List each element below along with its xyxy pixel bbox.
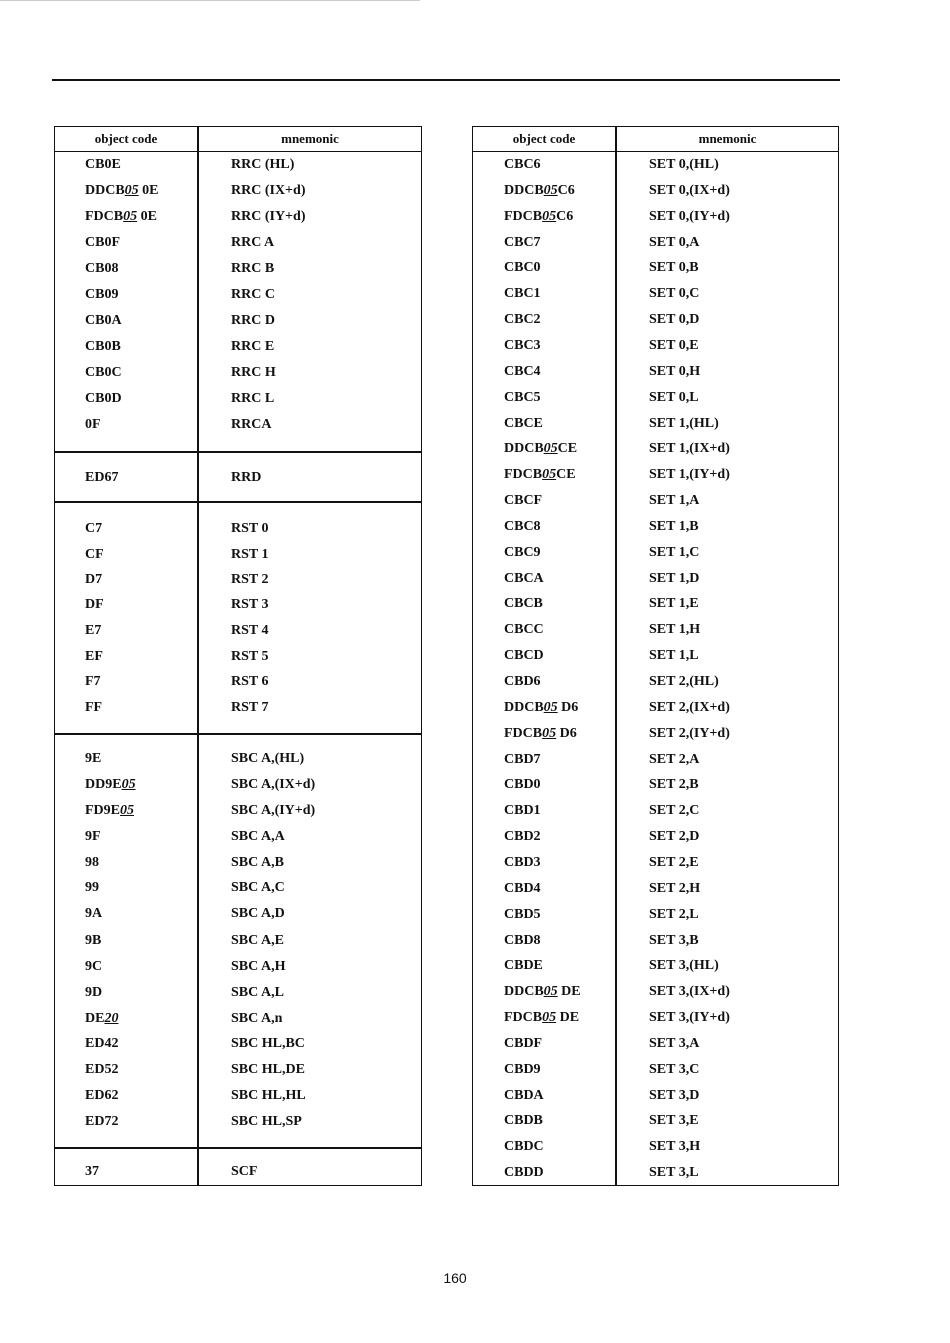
object-code [85, 572, 102, 588]
mnemonic: RST 4 [231, 623, 269, 638]
mnemonic: SET 0,A [649, 235, 700, 250]
object-code [504, 260, 541, 276]
mnemonic: SBC A,H [231, 959, 286, 974]
mnemonic: SET 3,H [649, 1139, 701, 1154]
mnemonic: SET 0,L [649, 390, 699, 405]
object-code [85, 391, 122, 407]
object-code [504, 183, 575, 199]
code-prefix: CBCE [504, 416, 543, 431]
object-code [504, 1062, 541, 1078]
mnemonic: SBC A,(IX+d) [231, 777, 316, 792]
code-prefix: CBDD [504, 1165, 544, 1180]
code-prefix: CB0D [85, 391, 122, 406]
object-code [504, 519, 541, 535]
mnemonic: SET 3,A [649, 1036, 700, 1051]
code-prefix: CBC9 [504, 545, 541, 560]
mnemonic: RRC C [231, 287, 275, 302]
page-number: 160 [443, 1270, 467, 1286]
mnemonic: RRC B [231, 261, 275, 276]
mnemonic: SET 2,E [649, 855, 699, 870]
code-offset: 05 [542, 467, 557, 482]
mnemonic: SET 0,C [649, 286, 700, 301]
object-code [504, 467, 576, 483]
code-prefix: E7 [85, 623, 102, 638]
object-code [85, 751, 101, 767]
mnemonic: RRC E [231, 339, 275, 354]
mnemonic: RRCA [231, 417, 272, 432]
code-suffix: C6 [557, 183, 575, 198]
code-offset: 05 [542, 209, 557, 224]
object-code [504, 907, 541, 923]
code-prefix: CBC6 [504, 157, 541, 172]
code-prefix: CBC0 [504, 260, 541, 275]
code-offset: 05 [543, 984, 558, 999]
object-code [504, 958, 543, 974]
code-prefix: 9A [85, 906, 103, 921]
object-code [85, 521, 102, 537]
object-code [504, 312, 541, 328]
object-code [504, 209, 573, 225]
object-code [85, 339, 121, 355]
code-suffix: 0E [138, 183, 159, 198]
mnemonic: RST 0 [231, 521, 269, 536]
mnemonic: SET 3,(IX+d) [649, 984, 730, 999]
mnemonic: SET 3,B [649, 933, 699, 948]
mnemonic: RRC D [231, 313, 275, 328]
mnemonic: SET 3,E [649, 1113, 699, 1128]
code-prefix: DDCB [504, 183, 544, 198]
object-code [504, 933, 541, 949]
code-prefix: CBCD [504, 648, 544, 663]
header-mnemonic: mnemonic [281, 131, 339, 146]
mnemonic: SET 2,A [649, 752, 700, 767]
mnemonic: SET 2,B [649, 777, 699, 792]
code-prefix: CBC7 [504, 235, 541, 250]
object-code [504, 441, 577, 457]
code-prefix: CBC1 [504, 286, 541, 301]
object-code [85, 985, 102, 1001]
code-prefix: CBD2 [504, 829, 541, 844]
object-code [504, 596, 543, 612]
object-code [85, 1011, 118, 1027]
code-prefix: 9C [85, 959, 103, 974]
mnemonic: SBC A,(HL) [231, 751, 305, 766]
mnemonic: SET 0,(IY+d) [649, 209, 730, 224]
object-code [504, 338, 541, 354]
object-code [85, 261, 118, 277]
code-prefix: CBCF [504, 493, 543, 508]
object-code [504, 157, 541, 173]
mnemonic: SBC HL,SP [231, 1114, 302, 1129]
code-prefix: CBD6 [504, 674, 541, 689]
mnemonic: SET 3,L [649, 1165, 699, 1180]
object-code [85, 597, 104, 613]
object-code [85, 209, 157, 225]
object-code [85, 959, 102, 975]
mnemonic: SET 1,(IY+d) [649, 467, 730, 482]
header-object-code: object code [512, 131, 576, 146]
code-prefix: DD9E [85, 777, 122, 792]
code-suffix: CE [556, 467, 576, 482]
mnemonic: SBC HL,DE [231, 1062, 305, 1077]
mnemonic: SET 0,E [649, 338, 699, 353]
object-code [85, 777, 136, 793]
code-prefix: FDCB [504, 209, 543, 224]
mnemonic: RST 5 [231, 649, 269, 664]
object-code [504, 571, 544, 587]
object-code [504, 493, 542, 509]
mnemonic: SET 0,D [649, 312, 700, 327]
object-code [85, 880, 99, 896]
object-code [504, 1165, 544, 1181]
mnemonic: RRD [231, 470, 262, 485]
code-prefix: CB0A [85, 313, 122, 328]
code-prefix: 9D [85, 985, 103, 1000]
mnemonic: SET 1,D [649, 571, 700, 586]
code-offset: 05 [542, 1010, 557, 1025]
header-rule [52, 79, 840, 81]
code-offset: 05 [123, 209, 138, 224]
code-prefix: FD9E [85, 803, 120, 818]
mnemonic: SET 2,(IX+d) [649, 700, 730, 715]
object-code [504, 286, 541, 302]
object-code [85, 547, 104, 563]
code-prefix: CBDA [504, 1088, 544, 1103]
code-prefix: CBC8 [504, 519, 541, 534]
code-prefix: EF [85, 649, 103, 664]
mnemonic: SET 2,H [649, 881, 701, 896]
mnemonic: SET 1,A [649, 493, 700, 508]
mnemonic: SET 2,C [649, 803, 700, 818]
code-prefix: CBDE [504, 958, 543, 973]
object-code [504, 235, 541, 251]
mnemonic: SBC A,L [231, 985, 284, 1000]
code-prefix: CB0B [85, 339, 121, 354]
header-object-code: object code [94, 131, 158, 146]
code-prefix: CBC5 [504, 390, 541, 405]
object-code [504, 777, 541, 793]
code-prefix: CB0C [85, 365, 122, 380]
mnemonic: SBC A,D [231, 906, 285, 921]
object-code [85, 157, 121, 173]
code-prefix: CBC2 [504, 312, 541, 327]
group-divider [55, 1147, 421, 1149]
object-code [504, 700, 578, 716]
code-prefix: CB0F [85, 235, 120, 250]
object-code [85, 623, 101, 639]
object-code [85, 365, 122, 381]
code-prefix: DDCB [504, 700, 544, 715]
code-prefix: 9E [85, 751, 102, 766]
code-prefix: DDCB [504, 441, 544, 456]
mnemonic: SET 0,H [649, 364, 701, 379]
code-prefix: CBDC [504, 1139, 544, 1154]
mnemonic: SET 2,(IY+d) [649, 726, 730, 741]
object-code [85, 649, 103, 665]
object-code [504, 622, 544, 638]
mnemonic: RRC H [231, 365, 276, 380]
code-prefix: ED42 [85, 1036, 119, 1051]
object-code [504, 648, 544, 664]
mnemonic: RRC L [231, 391, 275, 406]
code-prefix: ED52 [85, 1062, 119, 1077]
object-code [504, 1139, 544, 1155]
code-prefix: 9B [85, 933, 102, 948]
code-prefix: CBD0 [504, 777, 541, 792]
code-prefix: FDCB [504, 467, 543, 482]
object-code [504, 984, 581, 1000]
object-code [504, 545, 541, 561]
code-prefix: CF [85, 547, 104, 562]
object-code [85, 183, 159, 199]
code-prefix: DE [85, 1011, 105, 1026]
object-code [85, 803, 134, 819]
code-prefix: DDCB [85, 183, 125, 198]
object-code [504, 416, 543, 432]
object-code [85, 1088, 118, 1104]
mnemonic: RST 7 [231, 700, 269, 715]
code-offset: 05 [120, 803, 134, 818]
mnemonic: SET 0,(IX+d) [649, 183, 730, 198]
code-prefix: D7 [85, 572, 103, 587]
object-code [85, 470, 118, 486]
code-prefix: F7 [85, 674, 101, 689]
code-suffix: 0E [137, 209, 157, 224]
object-code [85, 287, 118, 303]
object-code [504, 364, 541, 380]
code-suffix: D6 [557, 700, 579, 715]
object-code [504, 1036, 542, 1052]
object-code [504, 803, 541, 819]
mnemonic: SET 0,(HL) [649, 157, 719, 172]
code-prefix: CB09 [85, 287, 119, 302]
code-offset: 05 [542, 726, 557, 741]
code-prefix: CBD9 [504, 1062, 541, 1077]
code-offset: 20 [104, 1011, 119, 1026]
code-prefix: CBD8 [504, 933, 541, 948]
code-prefix: CBD1 [504, 803, 541, 818]
left-opcode-table [54, 126, 422, 1186]
mnemonic: SBC A,A [231, 829, 285, 844]
mnemonic: RST 3 [231, 597, 269, 612]
mnemonic: SET 1,H [649, 622, 701, 637]
mnemonic: RRC A [231, 235, 275, 250]
mnemonic: SET 1,(HL) [649, 416, 719, 431]
code-prefix: 0F [85, 417, 101, 432]
code-prefix: CB08 [85, 261, 119, 276]
object-code [504, 829, 541, 845]
code-suffix: DE [557, 984, 581, 999]
mnemonic: SET 3,(HL) [649, 958, 719, 973]
top-edge-line [0, 0, 420, 1]
mnemonic: SBC A,C [231, 880, 285, 895]
code-prefix: 9F [85, 829, 101, 844]
object-code [504, 752, 541, 768]
mnemonic: SBC HL,HL [231, 1088, 306, 1103]
code-prefix: ED62 [85, 1088, 119, 1103]
column-divider [197, 127, 199, 1185]
mnemonic: RRC (HL) [231, 157, 295, 172]
code-prefix: FDCB [85, 209, 124, 224]
mnemonic: SBC A,E [231, 933, 284, 948]
object-code [85, 1062, 118, 1078]
code-prefix: CB0E [85, 157, 121, 172]
object-code [85, 1036, 118, 1052]
code-offset: 05 [121, 777, 136, 792]
code-prefix: 37 [85, 1164, 99, 1179]
code-suffix: C6 [556, 209, 574, 224]
mnemonic: SET 0,B [649, 260, 699, 275]
code-suffix: CE [557, 441, 578, 456]
object-code [85, 1114, 118, 1130]
code-prefix: CBCA [504, 571, 544, 586]
mnemonic: SET 1,E [649, 596, 699, 611]
code-prefix: FF [85, 700, 103, 715]
object-code [85, 700, 102, 716]
group-divider [55, 501, 421, 503]
code-prefix: C7 [85, 521, 103, 536]
object-code [504, 1113, 543, 1129]
mnemonic: SET 1,C [649, 545, 700, 560]
right-opcode-table [472, 126, 839, 1186]
object-code [504, 1010, 579, 1026]
code-prefix: ED72 [85, 1114, 119, 1129]
code-suffix: DE [556, 1010, 580, 1025]
group-divider [55, 733, 421, 735]
object-code [504, 881, 541, 897]
mnemonic: SBC A,B [231, 855, 284, 870]
code-prefix: CBC3 [504, 338, 541, 353]
code-prefix: FDCB [504, 726, 543, 741]
table-header [55, 127, 421, 152]
code-prefix: CBD7 [504, 752, 541, 767]
code-prefix: CBC4 [504, 364, 541, 379]
object-code [85, 674, 101, 690]
mnemonic: SET 1,L [649, 648, 699, 663]
code-prefix: ED67 [85, 470, 119, 485]
code-prefix: DDCB [504, 984, 544, 999]
group-divider [55, 451, 421, 453]
object-code [85, 933, 101, 949]
code-offset: 05 [124, 183, 139, 198]
object-code [504, 674, 541, 690]
code-prefix: CBD5 [504, 907, 541, 922]
mnemonic: RRC (IY+d) [231, 209, 306, 224]
mnemonic: SET 3,D [649, 1088, 700, 1103]
object-code [85, 235, 120, 251]
code-prefix: 99 [85, 880, 99, 895]
column-divider [615, 127, 617, 1185]
table-header [473, 127, 838, 152]
code-prefix: CBDF [504, 1036, 543, 1051]
mnemonic: SET 2,(HL) [649, 674, 719, 689]
code-prefix: CBCB [504, 596, 543, 611]
mnemonic: SET 3,(IY+d) [649, 1010, 730, 1025]
code-prefix: CBCC [504, 622, 544, 637]
object-code [85, 417, 101, 433]
object-code [504, 726, 577, 742]
mnemonic: SCF [231, 1164, 258, 1179]
code-offset: 05 [543, 700, 558, 715]
object-code [85, 313, 122, 329]
code-suffix: D6 [556, 726, 577, 741]
mnemonic: SET 3,C [649, 1062, 700, 1077]
mnemonic: RST 2 [231, 572, 269, 587]
object-code [85, 829, 101, 845]
code-prefix: FDCB [504, 1010, 543, 1025]
object-code [85, 1164, 99, 1180]
mnemonic: SET 1,(IX+d) [649, 441, 730, 456]
mnemonic: SET 1,B [649, 519, 699, 534]
code-offset: 05 [543, 441, 558, 456]
object-code [504, 1088, 544, 1104]
code-prefix: 98 [85, 855, 99, 870]
mnemonic: SBC A,(IY+d) [231, 803, 316, 818]
mnemonic: SBC A,n [231, 1011, 283, 1026]
code-offset: 05 [543, 183, 558, 198]
mnemonic: RRC (IX+d) [231, 183, 306, 198]
mnemonic: SET 2,D [649, 829, 700, 844]
header-mnemonic: mnemonic [698, 131, 757, 146]
object-code [504, 390, 541, 406]
code-prefix: CBD4 [504, 881, 541, 896]
code-prefix: DF [85, 597, 104, 612]
mnemonic: RST 6 [231, 674, 269, 689]
mnemonic: RST 1 [231, 547, 269, 562]
code-prefix: CBDB [504, 1113, 543, 1128]
object-code [85, 855, 99, 871]
object-code [85, 906, 102, 922]
code-prefix: CBD3 [504, 855, 541, 870]
object-code [504, 855, 541, 871]
mnemonic: SET 2,L [649, 907, 699, 922]
mnemonic: SBC HL,BC [231, 1036, 305, 1051]
